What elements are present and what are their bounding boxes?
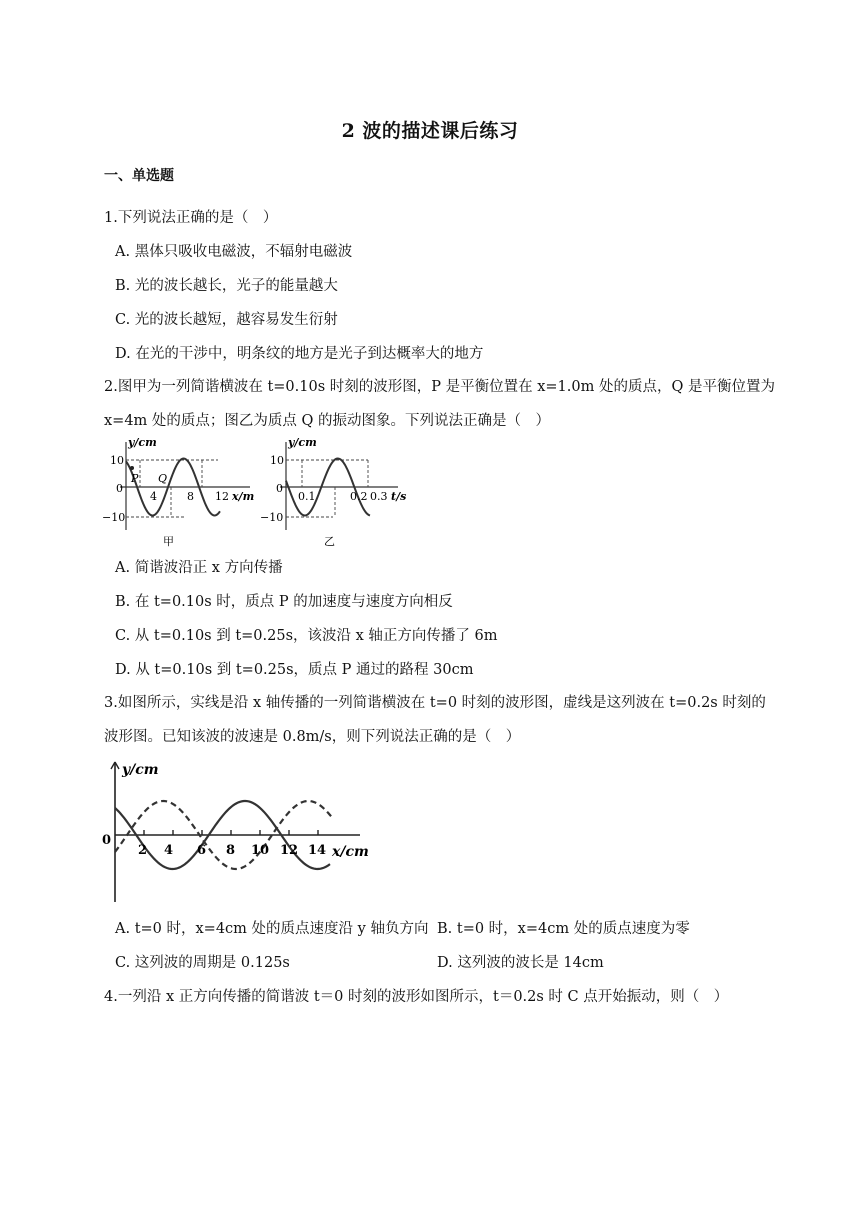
q2-option-d: D. 从 t=0.10s 到 t=0.25s，质点 P 通过的路程 30cm bbox=[115, 662, 474, 678]
jia-xtick-8: 8 bbox=[187, 490, 194, 503]
q3-stem-line1: 3.如图所示，实线是沿 x 轴传播的一列简谐横波在 t=0 时刻的波形图，虚线是这列波在 t=0.2s 时刻的 bbox=[104, 695, 766, 711]
yi-ytick-0: 0 bbox=[276, 482, 283, 495]
q3-xtick-12: 12 bbox=[280, 843, 299, 858]
q1-option-b: B. 光的波长越长，光子的能量越大 bbox=[115, 278, 338, 294]
q2-stem-line2: x=4m 处的质点；图乙为质点 Q 的振动图象。下列说法正确是（ ） bbox=[104, 413, 551, 429]
yi-caption: 乙 bbox=[324, 535, 335, 548]
jia-ytick-0: 0 bbox=[116, 482, 123, 495]
jia-xtick-12: 12 bbox=[215, 490, 229, 503]
jia-point-p-label: P bbox=[131, 472, 139, 485]
q1-option-d: D. 在光的干涉中，明条纹的地方是光子到达概率大的地方 bbox=[115, 346, 484, 362]
q2-figure-yi bbox=[258, 432, 418, 550]
yi-xtick-0.2: 0.2 bbox=[350, 490, 368, 503]
jia-caption: 甲 bbox=[163, 535, 174, 548]
q3-option-b: B. t=0 时，x=4cm 处的质点速度为零 bbox=[437, 921, 690, 937]
q3-ylabel: y/cm bbox=[122, 762, 159, 778]
yi-xtick-0.3: 0.3 bbox=[370, 490, 388, 503]
jia-ytick-neg10: −10 bbox=[102, 511, 126, 524]
q2-option-c: C. 从 t=0.10s 到 t=0.25s，该波沿 x 轴正方向传播了 6m bbox=[115, 628, 498, 644]
yi-ytick-neg10: −10 bbox=[260, 511, 284, 524]
jia-xlabel: x/m bbox=[232, 490, 255, 503]
q1-option-c: C. 光的波长越短，越容易发生衍射 bbox=[115, 312, 338, 328]
q3-figure bbox=[98, 756, 380, 904]
yi-ytick-10: 10 bbox=[270, 454, 284, 467]
jia-xtick-4: 4 bbox=[150, 490, 157, 503]
q3-option-d: D. 这列波的波长是 14cm bbox=[437, 955, 604, 971]
q3-option-c: C. 这列波的周期是 0.125s bbox=[115, 955, 290, 971]
q3-xtick-14: 14 bbox=[308, 843, 327, 858]
jia-point-q-label: Q bbox=[158, 472, 168, 485]
page-title: 2 波的描述课后练习 bbox=[341, 120, 519, 142]
q3-xtick-8: 8 bbox=[226, 843, 236, 858]
jia-ytick-10: 10 bbox=[110, 454, 124, 467]
q2-option-b: B. 在 t=0.10s 时，质点 P 的加速度与速度方向相反 bbox=[115, 594, 453, 610]
section-heading: 一、单选题 bbox=[104, 168, 174, 184]
q2-option-a: A. 简谐波沿正 x 方向传播 bbox=[115, 560, 283, 576]
q3-xtick-2: 2 bbox=[138, 843, 148, 858]
q3-option-a: A. t=0 时，x=4cm 处的质点速度沿 y 轴负方向 bbox=[115, 921, 429, 937]
point-p-marker bbox=[130, 466, 134, 470]
q1-stem: 1.下列说法正确的是（ ） bbox=[104, 210, 278, 226]
jia-ylabel: y/cm bbox=[128, 436, 157, 449]
q3-xtick-6: 6 bbox=[197, 843, 207, 858]
yi-xtick-0.1: 0.1 bbox=[298, 490, 316, 503]
yi-xlabel: t/s bbox=[391, 490, 407, 503]
q3-origin: 0 bbox=[102, 833, 112, 848]
q1-option-a: A. 黑体只吸收电磁波，不辐射电磁波 bbox=[115, 244, 353, 260]
q3-xtick-4: 4 bbox=[164, 843, 174, 858]
q3-xtick-10: 10 bbox=[251, 843, 270, 858]
q2-stem-line1: 2.图甲为一列简谐横波在 t=0.10s 时刻的波形图，P 是平衡位置在 x=1.0m 处的质点，Q 是平衡位置为 bbox=[104, 379, 775, 395]
q4-stem: 4.一列沿 x 正方向传播的简谐波 t＝0 时刻的波形如图所示，t＝0.2s 时 C 点开始振动，则（ ） bbox=[104, 989, 729, 1005]
yi-ylabel: y/cm bbox=[288, 436, 317, 449]
q3-xlabel: x/cm bbox=[332, 844, 369, 860]
q3-stem-line2: 波形图。已知该波的波速是 0.8m/s，则下列说法正确的是（ ） bbox=[104, 729, 521, 745]
q2-figure-jia bbox=[100, 432, 265, 550]
